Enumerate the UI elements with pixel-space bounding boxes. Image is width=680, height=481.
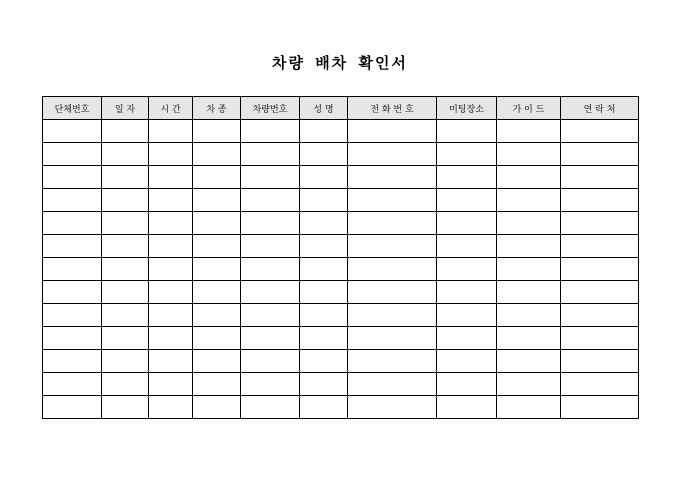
table-cell[interactable] xyxy=(497,281,561,304)
table-cell[interactable] xyxy=(437,327,497,350)
table-cell[interactable] xyxy=(102,120,149,143)
table-cell[interactable] xyxy=(149,396,193,419)
table-cell[interactable] xyxy=(149,189,193,212)
table-cell[interactable] xyxy=(193,166,241,189)
table-cell[interactable] xyxy=(43,258,102,281)
table-cell[interactable] xyxy=(348,212,437,235)
table-cell[interactable] xyxy=(437,189,497,212)
table-cell[interactable] xyxy=(300,327,348,350)
column-header-phone-number: 전 화 번 호 xyxy=(348,97,437,120)
table-row xyxy=(43,373,639,396)
table-cell[interactable] xyxy=(561,350,639,373)
table-row xyxy=(43,258,639,281)
table-cell[interactable] xyxy=(300,189,348,212)
table-cell[interactable] xyxy=(437,120,497,143)
table-cell[interactable] xyxy=(102,189,149,212)
table-cell[interactable] xyxy=(149,235,193,258)
column-header-meeting-place: 미팅장소 xyxy=(437,97,497,120)
table-cell[interactable] xyxy=(348,304,437,327)
table-cell[interactable] xyxy=(102,258,149,281)
table-cell[interactable] xyxy=(149,281,193,304)
table-cell[interactable] xyxy=(561,258,639,281)
table-cell[interactable] xyxy=(348,327,437,350)
table-cell[interactable] xyxy=(241,143,300,166)
table-cell[interactable] xyxy=(300,212,348,235)
table-cell[interactable] xyxy=(561,120,639,143)
table-cell[interactable] xyxy=(241,350,300,373)
table-cell[interactable] xyxy=(497,120,561,143)
table-row xyxy=(43,189,639,212)
table-cell[interactable] xyxy=(348,396,437,419)
table-cell[interactable] xyxy=(300,258,348,281)
table-cell[interactable] xyxy=(43,120,102,143)
table-cell[interactable] xyxy=(149,120,193,143)
table-cell[interactable] xyxy=(348,166,437,189)
table-cell[interactable] xyxy=(497,350,561,373)
table-cell[interactable] xyxy=(149,212,193,235)
table-body xyxy=(43,120,639,419)
table-cell[interactable] xyxy=(102,327,149,350)
column-header-vehicle-number: 차량번호 xyxy=(241,97,300,120)
table-cell[interactable] xyxy=(561,235,639,258)
table-cell[interactable] xyxy=(149,327,193,350)
table-cell[interactable] xyxy=(497,166,561,189)
table-cell[interactable] xyxy=(348,143,437,166)
table-cell[interactable] xyxy=(348,373,437,396)
table-cell[interactable] xyxy=(149,373,193,396)
table-cell[interactable] xyxy=(193,235,241,258)
table-cell[interactable] xyxy=(43,304,102,327)
table-cell[interactable] xyxy=(241,235,300,258)
table-cell[interactable] xyxy=(561,166,639,189)
table-cell[interactable] xyxy=(241,166,300,189)
table-cell[interactable] xyxy=(561,373,639,396)
table-cell[interactable] xyxy=(437,143,497,166)
table-row xyxy=(43,304,639,327)
table-cell[interactable] xyxy=(241,120,300,143)
table-cell[interactable] xyxy=(102,281,149,304)
table-cell[interactable] xyxy=(149,350,193,373)
table-cell[interactable] xyxy=(300,304,348,327)
table-cell[interactable] xyxy=(348,281,437,304)
table-cell[interactable] xyxy=(193,281,241,304)
table-cell[interactable] xyxy=(497,212,561,235)
table-row xyxy=(43,281,639,304)
table-cell[interactable] xyxy=(497,189,561,212)
table-cell[interactable] xyxy=(43,396,102,419)
table-cell[interactable] xyxy=(193,350,241,373)
table-cell[interactable] xyxy=(437,304,497,327)
table-cell[interactable] xyxy=(437,235,497,258)
table-cell[interactable] xyxy=(193,212,241,235)
table-cell[interactable] xyxy=(241,281,300,304)
table-cell[interactable] xyxy=(43,235,102,258)
table-cell[interactable] xyxy=(497,373,561,396)
table-cell[interactable] xyxy=(561,143,639,166)
table-cell[interactable] xyxy=(561,212,639,235)
table-cell[interactable] xyxy=(497,396,561,419)
column-header-contact: 연 락 처 xyxy=(561,97,639,120)
table-cell[interactable] xyxy=(300,350,348,373)
column-header-name: 성 명 xyxy=(300,97,348,120)
table-cell[interactable] xyxy=(102,396,149,419)
table-cell[interactable] xyxy=(149,143,193,166)
table-cell[interactable] xyxy=(348,189,437,212)
table-cell[interactable] xyxy=(241,212,300,235)
vehicle-dispatch-table xyxy=(42,96,639,419)
table-cell[interactable] xyxy=(437,258,497,281)
table-cell[interactable] xyxy=(43,189,102,212)
table-cell[interactable] xyxy=(561,189,639,212)
table-cell[interactable] xyxy=(102,143,149,166)
table-cell[interactable] xyxy=(149,166,193,189)
table-cell[interactable] xyxy=(300,166,348,189)
table-cell[interactable] xyxy=(102,373,149,396)
table-cell[interactable] xyxy=(241,304,300,327)
table-cell[interactable] xyxy=(300,120,348,143)
table-cell[interactable] xyxy=(193,304,241,327)
table-cell[interactable] xyxy=(149,258,193,281)
table-cell[interactable] xyxy=(193,258,241,281)
table-cell[interactable] xyxy=(102,235,149,258)
table-cell[interactable] xyxy=(193,189,241,212)
table-cell[interactable] xyxy=(43,327,102,350)
table-cell[interactable] xyxy=(437,373,497,396)
table-cell[interactable] xyxy=(437,396,497,419)
table-cell[interactable] xyxy=(497,327,561,350)
table-cell[interactable] xyxy=(193,373,241,396)
table-cell[interactable] xyxy=(193,143,241,166)
document-title: 차량 배차 확인서 xyxy=(272,54,408,72)
table-cell[interactable] xyxy=(241,258,300,281)
table-cell[interactable] xyxy=(437,350,497,373)
table-cell[interactable] xyxy=(437,166,497,189)
table-cell[interactable] xyxy=(193,396,241,419)
table-cell[interactable] xyxy=(241,396,300,419)
table-cell[interactable] xyxy=(348,235,437,258)
table-cell[interactable] xyxy=(43,373,102,396)
column-header-vehicle-type: 차 종 xyxy=(193,97,241,120)
table-cell[interactable] xyxy=(241,189,300,212)
column-header-group-number: 단체번호 xyxy=(43,97,102,120)
table-row xyxy=(43,166,639,189)
table-row xyxy=(43,396,639,419)
table-cell[interactable] xyxy=(102,212,149,235)
table-cell[interactable] xyxy=(561,304,639,327)
table-cell[interactable] xyxy=(102,166,149,189)
table-cell[interactable] xyxy=(241,327,300,350)
table-cell[interactable] xyxy=(43,143,102,166)
table-row xyxy=(43,235,639,258)
table-cell[interactable] xyxy=(300,373,348,396)
table-cell[interactable] xyxy=(193,327,241,350)
table-cell[interactable] xyxy=(43,350,102,373)
table-row xyxy=(43,120,639,143)
table-cell[interactable] xyxy=(497,143,561,166)
table-row xyxy=(43,212,639,235)
column-header-date: 일 자 xyxy=(102,97,149,120)
table-cell[interactable] xyxy=(497,235,561,258)
table-cell[interactable] xyxy=(348,350,437,373)
table-cell[interactable] xyxy=(497,304,561,327)
column-header-guide: 가 이 드 xyxy=(497,97,561,120)
table-cell[interactable] xyxy=(43,166,102,189)
table-cell[interactable] xyxy=(300,396,348,419)
table-cell[interactable] xyxy=(300,143,348,166)
table-cell[interactable] xyxy=(149,304,193,327)
table-cell[interactable] xyxy=(300,281,348,304)
table-cell[interactable] xyxy=(300,235,348,258)
header-row xyxy=(43,97,639,120)
column-header-time: 시 간 xyxy=(149,97,193,120)
table-row xyxy=(43,143,639,166)
table-row xyxy=(43,327,639,350)
table-cell[interactable] xyxy=(102,304,149,327)
table-cell[interactable] xyxy=(561,281,639,304)
table-cell[interactable] xyxy=(43,212,102,235)
table-cell[interactable] xyxy=(102,350,149,373)
table-cell[interactable] xyxy=(348,258,437,281)
table-cell[interactable] xyxy=(193,120,241,143)
table-cell[interactable] xyxy=(43,281,102,304)
table-cell[interactable] xyxy=(348,120,437,143)
table-cell[interactable] xyxy=(241,373,300,396)
table-cell[interactable] xyxy=(497,258,561,281)
table-cell[interactable] xyxy=(437,281,497,304)
table-cell[interactable] xyxy=(561,396,639,419)
table-cell[interactable] xyxy=(561,327,639,350)
table-row xyxy=(43,350,639,373)
table-cell[interactable] xyxy=(437,212,497,235)
